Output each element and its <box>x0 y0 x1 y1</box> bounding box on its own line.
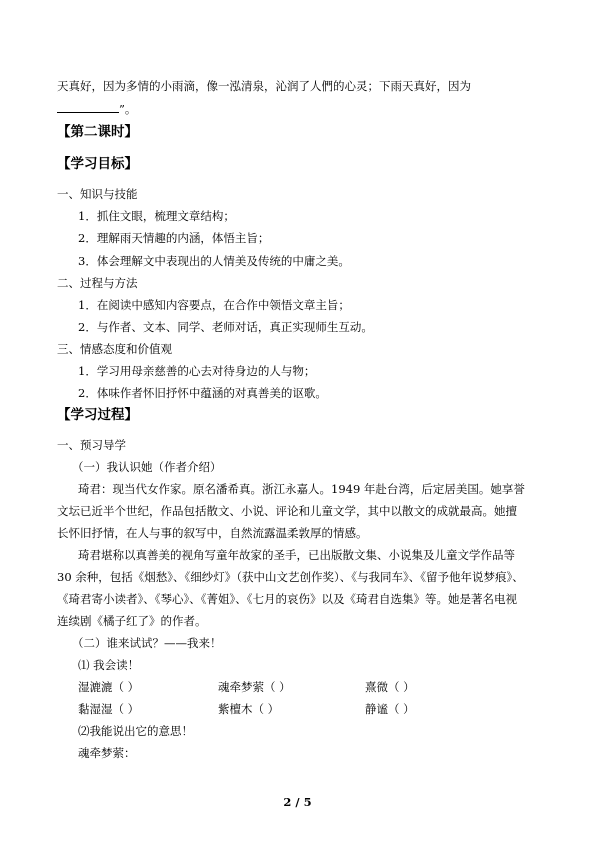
reading-word: 紫檀木（ ） <box>218 702 280 716</box>
section-1-item: 1．抓住文眼，梳理文章结构； <box>78 209 235 223</box>
reading-word: 熹微（ ） <box>365 680 415 694</box>
reading-word: 静谧（ ） <box>365 702 415 716</box>
section-2-title: 二、过程与方法 <box>57 276 138 290</box>
section-3-title: 三、情感态度和价值观 <box>57 342 172 356</box>
works-line: 《琦君寄小读者》、《琴心》、《菁姐》、《七月的哀伤》以及《琦君自选集》等。她是著名电视 <box>57 592 517 606</box>
intro-line-2 <box>57 101 136 117</box>
works-line: 琦君堪称以真善美的视角写童年故家的圣手，已出版散文集、小说集及儿童文学作品等 <box>78 548 515 562</box>
section-3-item: 2．体味作者怀旧抒怀中蕴涵的对真善美的讴歌。 <box>78 386 327 400</box>
section-1-item: 3．体会理解文中表现出的人情美及传统的中庸之美。 <box>78 254 350 268</box>
bio-line: 琦君：现当代女作家。原名潘希真。浙江永嘉人。1949 年赴台湾，后定居美国。她享誉 <box>78 482 525 496</box>
try-subtitle: （二）谁来试试？——我来！ <box>72 636 222 650</box>
reading-word: 魂牵梦萦（ ） <box>218 680 291 694</box>
fill-in-blank <box>57 101 119 113</box>
section-1-title: 一、知识与技能 <box>57 187 138 201</box>
page-number: 2 / 5 <box>283 795 312 809</box>
heading-learning-goals: 【学习目标】 <box>57 156 138 172</box>
meaning-item: 魂牵梦萦： <box>78 746 136 760</box>
intro-line-1: 天真好，因为多情的小雨滴，像一泓清泉，沁润了人們的心灵；下雨天真好，因为 <box>57 79 471 93</box>
section-3-item: 1．学习用母亲慈善的心去对待身边的人与物； <box>78 364 316 378</box>
heading-second-lesson: 【第二课时】 <box>57 124 138 140</box>
reading-task-title: ⑴ 我会读！ <box>78 658 140 672</box>
works-line: 30 余种，包括《烟愁》、《细纱灯》（获中山文艺创作奖）、《与我同车》、《留予他年说梦痕》、 <box>57 570 524 584</box>
reading-word: 湿漉漉（ ） <box>78 680 140 694</box>
reading-word: 黏湿湿（ ） <box>78 702 140 716</box>
works-line: 连续剧《橘子红了》的作者。 <box>57 614 207 628</box>
bio-line: 文坛已近半个世纪，作品包括散文、小说、评论和儿童文学，其中以散文的成就最高。她擅 <box>57 504 517 518</box>
author-intro-subtitle: （一）我认识她（作者介绍） <box>72 460 222 474</box>
intro-line-2-end: ”。 <box>119 102 137 116</box>
section-1-item: 2．理解雨天情趣的内涵，体悟主旨； <box>78 231 270 245</box>
section-2-item: 2．与作者、文本、同学、老师对话，真正实现师生互动。 <box>78 320 373 334</box>
section-2-item: 1．在阅读中感知内容要点，在合作中领悟文章主旨； <box>78 298 350 312</box>
heading-learning-process: 【学习过程】 <box>57 407 138 423</box>
bio-line: 长怀旧抒情，在人与事的叙写中，自然流露温柔敦厚的情感。 <box>57 526 368 540</box>
meaning-task-title: ⑵我能说出它的意思！ <box>78 724 193 738</box>
preview-title: 一、预习导学 <box>57 438 126 452</box>
